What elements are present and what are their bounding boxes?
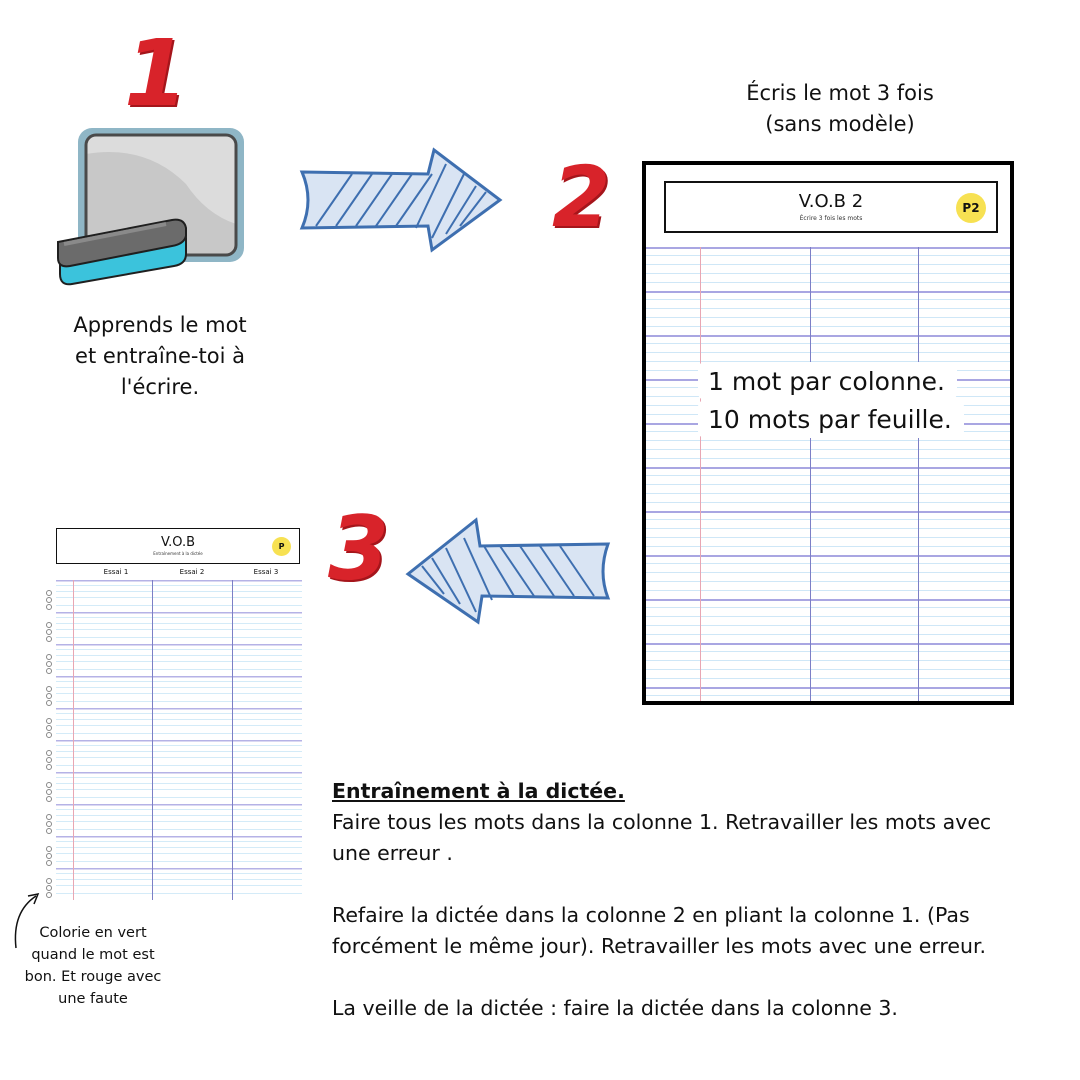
worksheet-subtitle-small: Entraînement à la dictée bbox=[153, 551, 203, 556]
ruled-lines bbox=[646, 247, 1010, 701]
eraser-icon bbox=[58, 220, 186, 285]
column-note bbox=[698, 362, 964, 438]
instructions bbox=[332, 776, 1032, 1055]
instructions-p1: Faire tous les mots dans la colonne 1. Retravailler les mots avec une erreur . bbox=[332, 810, 992, 865]
colorie-note: Colorie en vert quand le mot est bon. Et rouge avec une faute bbox=[24, 925, 162, 1007]
step-number-2: 2 bbox=[552, 148, 611, 246]
page-badge-small: P bbox=[272, 537, 291, 556]
column-label-3: Essai 3 bbox=[253, 568, 279, 576]
step-number-3: 3 bbox=[328, 497, 390, 600]
worksheet-p bbox=[46, 528, 302, 900]
check-circles bbox=[46, 590, 54, 910]
column-label-1: Essai 1 bbox=[103, 568, 129, 576]
note-line-2: 10 mots par feuille. bbox=[698, 400, 964, 438]
arrow-right-icon bbox=[296, 146, 506, 254]
whiteboard-eraser-illustration bbox=[46, 124, 252, 302]
instructions-p3: La veille de la dictée : faire la dictée dans la colonne 3. bbox=[332, 996, 898, 1020]
step1-text: Apprends le mot et entraîne-toi à l'écrire. bbox=[73, 313, 247, 399]
arrow-left-icon bbox=[404, 516, 614, 626]
step-number-1: 1 bbox=[124, 20, 189, 127]
column-label-2: Essai 2 bbox=[179, 568, 205, 576]
instructions-title: Entraînement à la dictée. bbox=[332, 779, 625, 803]
worksheet-header-small bbox=[56, 528, 300, 564]
ruled-lines-small bbox=[56, 580, 302, 900]
page-badge: P2 bbox=[956, 193, 986, 223]
worksheet-title: V.O.B 2 bbox=[798, 191, 864, 212]
worksheet-header bbox=[664, 181, 998, 233]
instructions-p2: Refaire la dictée dans la colonne 2 en pliant la colonne 1. (Pas forcément le même jour). Retravailler les mots avec une erreur. bbox=[332, 903, 987, 958]
worksheet-subtitle: Écrire 3 fois les mots bbox=[799, 215, 863, 222]
note-line-1: 1 mot par colonne. bbox=[698, 362, 957, 400]
worksheet-title-small: V.O.B bbox=[160, 535, 196, 550]
step2-heading: Écris le mot 3 fois (sans modèle) bbox=[746, 81, 934, 136]
column-labels bbox=[74, 568, 302, 578]
